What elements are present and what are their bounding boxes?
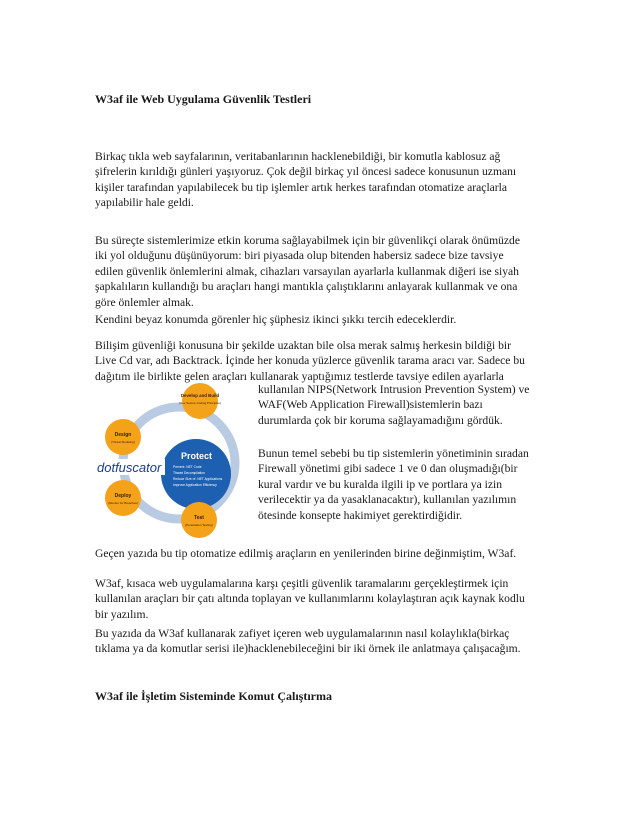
text-line: kişiler tarafından yapılabilecek bu tip işlemler artık herkes tarafından otomatize araçlarla: [95, 180, 508, 194]
protect-title: Protect: [181, 451, 213, 461]
deploy-node-sub: (Monitor for Breaches): [108, 501, 138, 505]
text-line: Bu yazıda da W3af kullanarak zafiyet içeren web uygulamalarının nasıl kolaylıkla(birkaç: [95, 627, 510, 640]
text-line: Bilişim güvenliği konusuna bir şekilde uzaktan bile olsa merak salmış herkesin bildiği bir: [95, 339, 512, 352]
text-line: Kendini beyaz konumda görenler hiç şüphesiz ikinci şıkkı tercih edeceklerdir.: [95, 313, 457, 326]
text-line: WAF(Web Application Firewall)sistemlerin bazı: [258, 398, 483, 412]
design-node-title: Design: [114, 432, 132, 438]
dotfuscator-logo: dotfuscator: [97, 460, 162, 475]
text-line: dağıtım ile birlikte gelen araçları kullanarak yaptığımız testlerde tavsiye edilen ayarlarla: [95, 369, 504, 383]
protect-item: Improve Application Efficiency: [173, 483, 217, 487]
text-line: göre önlemler almak.: [95, 295, 194, 309]
paragraph-article-goal: [95, 626, 545, 657]
develop-node-sub: (Use Secure Coding Principles): [179, 401, 221, 405]
text-line: şifrelerin kırıldığı günleri yaşıyoruz. Çok değil birkaç yıl öncesi sadece konusunun uzmanı: [95, 165, 517, 179]
paragraph-nips-waf: [258, 382, 548, 428]
paragraph-intro: [95, 149, 545, 211]
text-line: edilen güvenlik önlemlerini almak, cihazları varsayılan ayarlarla kullanmak diğeri ise siyah: [95, 264, 519, 278]
text-line: Live Cd var, adı Backtrack. İçinde her konuda yüzlerce güvenlik tarama aracı var. Sadece bu: [95, 354, 525, 368]
develop-node-title: Develop and Build: [180, 393, 220, 398]
lifecycle-diagram: [93, 381, 253, 541]
text-line: tıklama ya da komutlar serisi ile)hacklenebileceğini bir iki örnek ile anlatmaya çalışacağım.: [95, 642, 521, 656]
paragraph-backtrack: [95, 338, 545, 384]
text-line: verilecektir ya da yasaklanacaktır), kullanılan yazılımın: [258, 493, 517, 507]
text-line: Geçen yazıda bu tip otomatize edilmiş araçların en yenilerinden birine değinmiştim, W3af.: [95, 547, 517, 560]
text-line: kullanılan araçları bir çatı altında toplayan ve kullanımlarını kolaylaştıran açık kaynak kodlu: [95, 592, 525, 606]
paragraph-approach: [95, 233, 545, 310]
text-line: Firewall yönetimi gibi sadece 1 ve 0 dan oluşmadığı(bir: [258, 462, 518, 476]
text-line: şapkalıların kullandığı bu araçları hangi mantıkla çalıştıklarını anlayarak kullanmak ve ona: [95, 280, 518, 294]
text-line: ötesinde konsepte hakimiyet gerektirdiğidir.: [258, 508, 463, 522]
protect-item: Prevent .NET Code: [173, 465, 202, 469]
text-line: Bu süreçte sistemlerimize etkin koruma sağlayabilmek için bir güvenlikçi olarak önümüzde: [95, 234, 520, 247]
test-node-sub: (Penetration Testing): [185, 523, 213, 527]
text-line: Birkaç tıkla web sayfalarının, veritabanlarının hacklenebildiği, bir komutla kablosuz ağ: [95, 150, 501, 163]
dotfuscator-lifecycle-figure: [93, 381, 253, 541]
section-heading: W3af ile İşletim Sisteminde Komut Çalıştırma: [95, 689, 332, 703]
text-line: yapılabilir hale geldi.: [95, 196, 194, 210]
text-line: durumlarda çok bir koruma sağlayamadığını gördük.: [258, 413, 503, 427]
paragraph-w3af-description: [95, 576, 545, 622]
text-line: Bunun temel sebebi bu tip sistemlerin yönetiminin sıradan: [258, 447, 529, 460]
test-node-title: Test: [194, 515, 204, 521]
paragraph-white-hat: [95, 312, 545, 327]
text-line: iki yol olduğunu düşünüyorum: biri piyasada olup bitenden habersiz sadece bize tavsiye: [95, 249, 504, 263]
text-line: kullanılan NIPS(Network Intrusion Prevention System) ve: [258, 383, 530, 396]
text-line: kural vardır ve bu kuralda ilgili ip ve portlara ya izin: [258, 477, 503, 491]
protect-item: Reduce Size of .NET Applications: [173, 477, 223, 481]
deploy-node-title: Deploy: [114, 493, 132, 499]
protect-item: Thwart Decompilation: [173, 471, 205, 475]
design-node-sub: (Threat Modeling): [111, 440, 135, 444]
paragraph-reason: [258, 446, 548, 523]
page-title: W3af ile Web Uygulama Güvenlik Testleri: [95, 92, 312, 106]
text-line: W3af, kısaca web uygulamalarına karşı çeşitli güvenlik taramalarını gerçekleştirmek için: [95, 577, 509, 590]
text-line: bir yazılım.: [95, 607, 149, 621]
paragraph-previous-post: [95, 546, 545, 561]
